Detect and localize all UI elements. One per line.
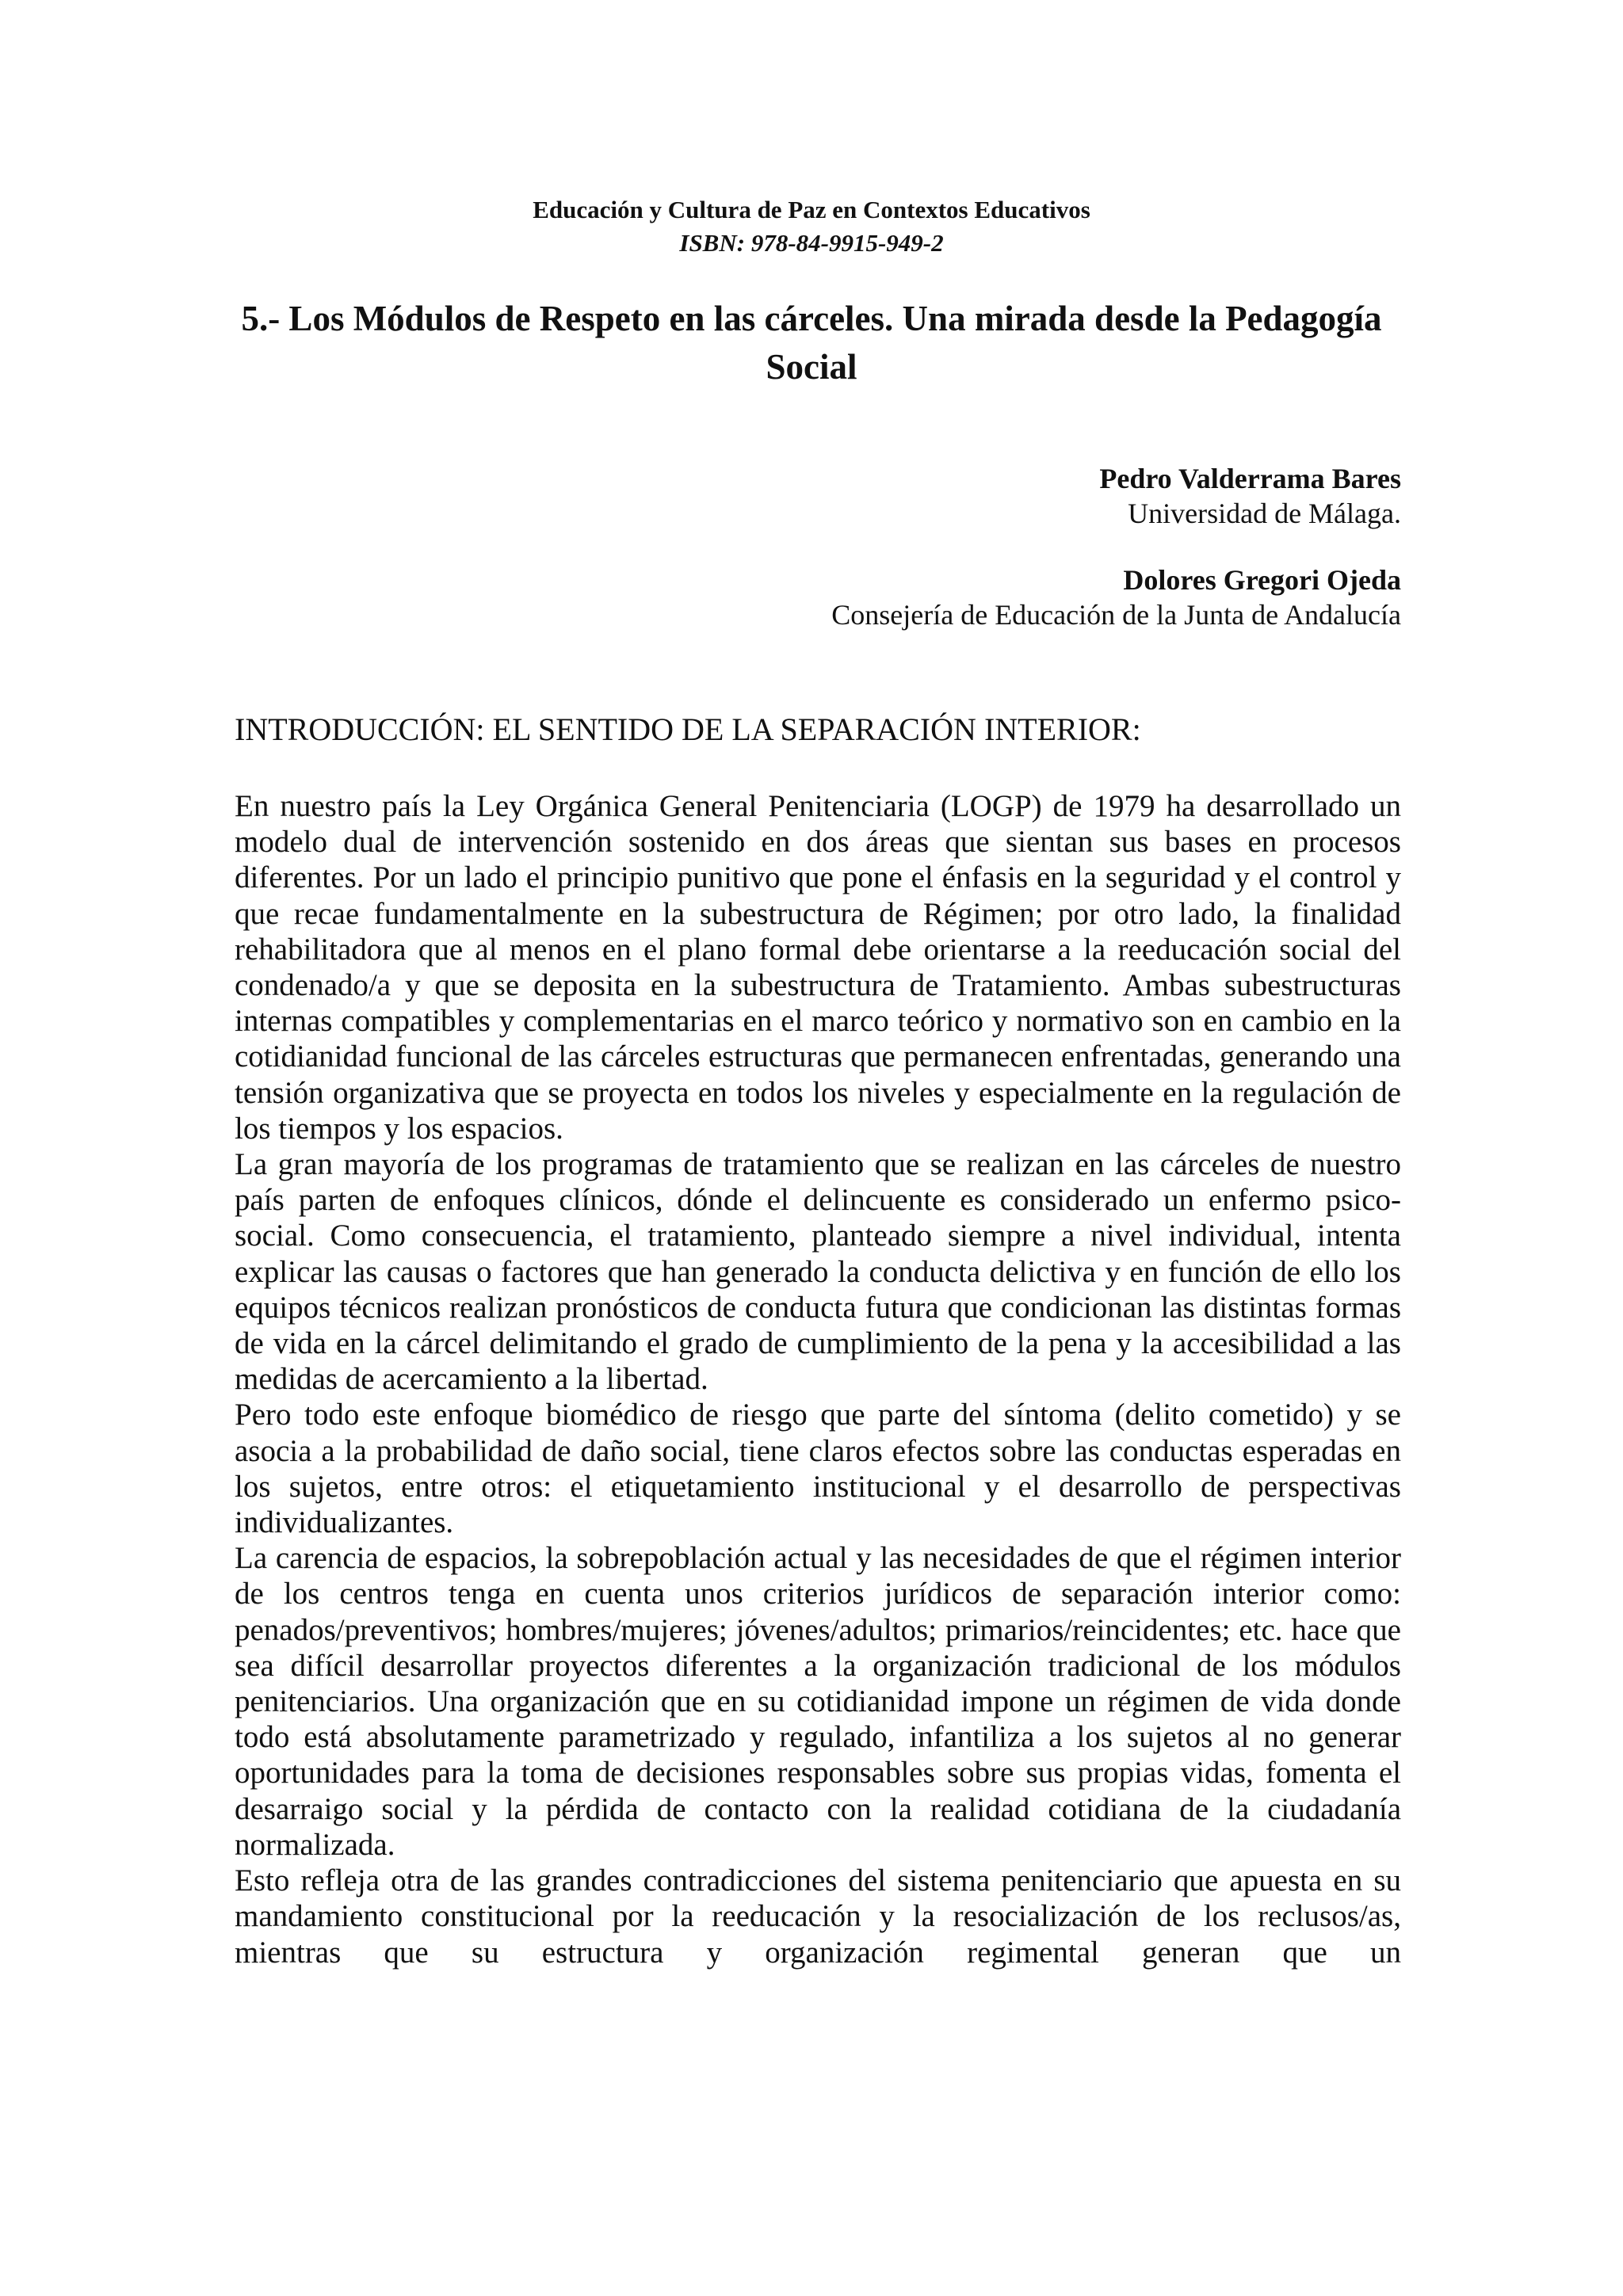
paragraph: La gran mayoría de los programas de tratamiento que se realizan en las cárceles de nuestro país parten de enfoques clínicos, dónde el delincuente es considerado un enfermo psico-social. Como consecuencia, el tratamiento, planteado siempre a nivel individual, intenta explicar las causas o factores que han generado la conducta delictiva y en función de ello los equipos técnicos realizan pronósticos de conducta futura que condicionan las distintas formas de vida en la cárcel delimitando el grado de cumplimiento de la pena y la accesibilidad a las medidas de acercamiento a la libertad. (235, 1147, 1401, 1397)
isbn-line: ISBN: 978-84-9915-949-2 (679, 229, 944, 257)
author-entry (634, 461, 1401, 531)
body-text (235, 788, 1401, 1970)
author-name: Dolores Gregori Ojeda (1123, 564, 1401, 596)
publication-header (0, 193, 1623, 260)
journal-title: Educación y Cultura de Paz en Contextos Educativos (533, 196, 1090, 223)
chapter-title: 5.- Los Módulos de Respeto en las cárceles. Una mirada desde la Pedagogía Social (241, 299, 1382, 387)
paragraph: En nuestro país la Ley Orgánica General Penitenciaria (LOGP) de 1979 ha desarrollado un modelo dual de intervención sostenido en dos áreas que sientan sus bases en procesos diferentes. Por un lado el principio punitivo que pone el énfasis en la seguridad y el control y que recae fundamentalmente en la subestructura de Régimen; por otro lado, la finalidad rehabilitadora que al menos en el plano formal debe orientarse a la reeducación social del condenado/a y que se deposita en la subestructura de Tratamiento. Ambas subestructuras internas compatibles y complementarias en el marco teórico y normativo son en cambio en la cotidianidad funcional de las cárceles estructuras que permanecen enfrentadas, generando una tensión organizativa que se proyecta en todos los niveles y especialmente en la regulación de los tiempos y los espacios. (235, 789, 1401, 1146)
paragraph: La carencia de espacios, la sobrepoblación actual y las necesidades de que el régimen interior de los centros tenga en cuenta unos criterios jurídicos de separación interior como: penados/preventivos; hombres/mujeres; jóvenes/adultos; primarios/reincidentes; etc. hace que sea difícil desarrollar proyectos diferentes a la organización tradicional de los módulos penitenciarios. Una organización que en su cotidianidad impone un régimen de vida donde todo está absolutamente parametrizado y regulado, infantiliza a los sujetos al no generar oportunidades para la toma de decisiones responsables sobre sus propias vidas, fomenta el desarraigo social y la pérdida de contacto con la realidad cotidiana de la ciudadanía normalizada. (235, 1541, 1401, 1862)
author-entry (634, 563, 1401, 632)
author-list (634, 461, 1401, 664)
section-heading: INTRODUCCIÓN: EL SENTIDO DE LA SEPARACIÓN INTERIOR: (235, 711, 1141, 747)
author-affiliation: Consejería de Educación de la Junta de Andalucía (831, 599, 1401, 631)
paragraph: Esto refleja otra de las grandes contradicciones del sistema penitenciario que apuesta en su mandamiento constitucional por la reeducación y la resocialización de los reclusos/as, mientras que su estructura y organización regimental generan que un (235, 1863, 1401, 1970)
paragraph: Pero todo este enfoque biomédico de riesgo que parte del síntoma (delito cometido) y se asocia a la probabilidad de daño social, tiene claros efectos sobre las conductas esperadas en los sujetos, entre otros: el etiquetamiento institucional y el desarrollo de perspectivas individualizantes. (235, 1398, 1401, 1540)
author-name: Pedro Valderrama Bares (1099, 463, 1401, 494)
author-affiliation: Universidad de Málaga. (1128, 498, 1401, 529)
